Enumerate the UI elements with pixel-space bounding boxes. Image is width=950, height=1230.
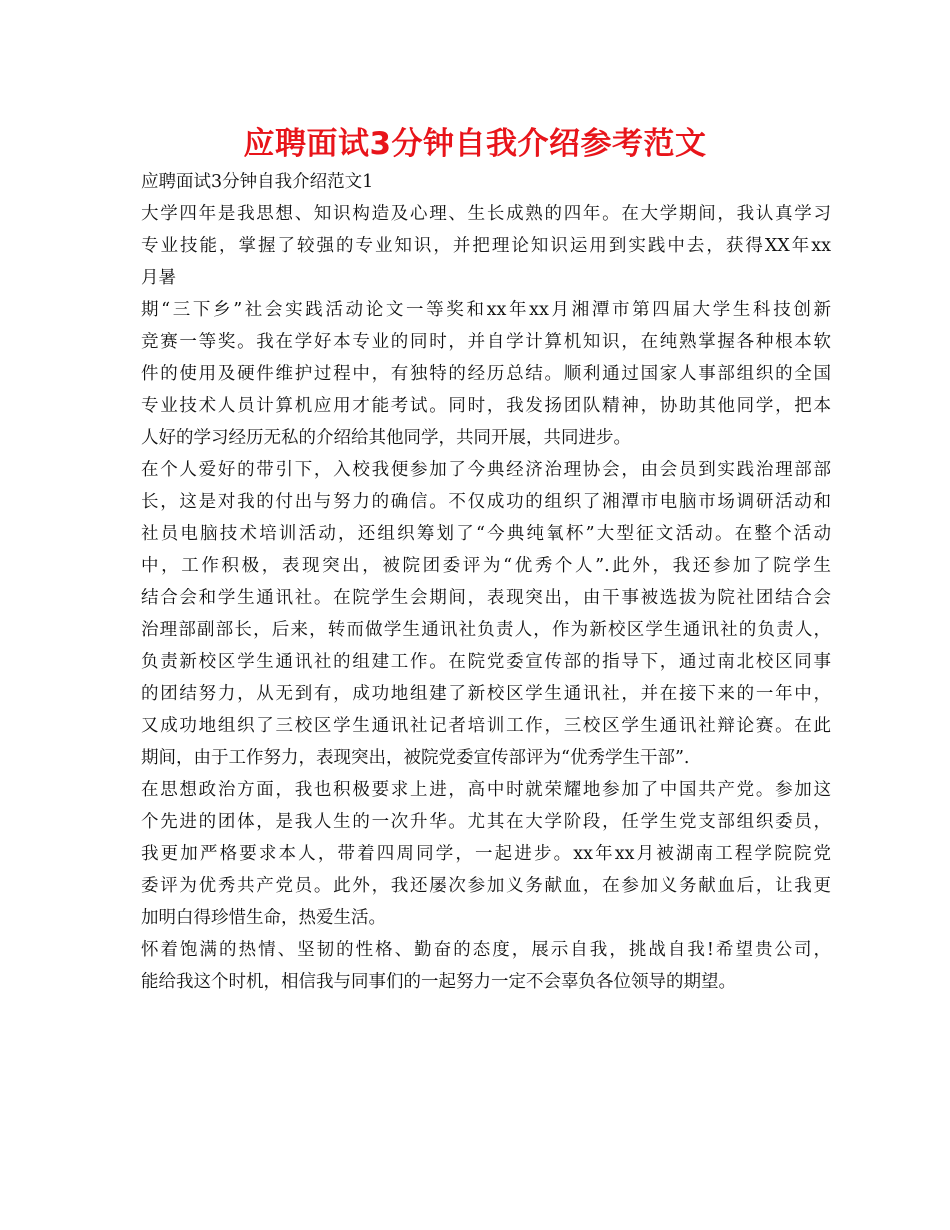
text-line: 专业技能，掌握了较强的专业知识，并把理论知识运用到实践中去，获得XX年xx	[141, 236, 831, 256]
text-line: 中，工作积极，表现突出，被院团委评为“优秀个人”.此外，我还参加了院学生	[141, 556, 831, 576]
text-line: 专业技术人员计算机应用才能考试。同时，我发扬团队精神，协助其他同学，把本	[141, 396, 831, 416]
document-body	[141, 166, 831, 998]
text-line: 大学四年是我思想、知识构造及心理、生长成熟的四年。在大学期间，我认真学习	[141, 204, 831, 224]
text-line: 治理部副部长，后来，转而做学生通讯社负责人，作为新校区学生通讯社的负责人，	[141, 620, 831, 640]
text-line: 社员电脑技术培训活动，还组织筹划了“今典纯氧杯”大型征文活动。在整个活动	[141, 524, 831, 544]
text-line: 在思想政治方面，我也积极要求上进，高中时就荣耀地参加了中国共产党。参加这	[141, 780, 831, 800]
text-line: 个先进的团体，是我人生的一次升华。尤其在大学阶段，任学生党支部组织委员，	[141, 812, 831, 832]
text-line: 结合会和学生通讯社。在院学生会期间，表现突出，由干事被选拔为院社团结合会	[141, 588, 831, 608]
text-line: 委评为优秀共产党员。此外，我还屡次参加义务献血，在参加义务献血后，让我更	[141, 876, 831, 896]
text-line: 件的使用及硬件维护过程中，有独特的经历总结。顺利通过国家人事部组织的全国	[141, 364, 831, 384]
text-line: 能给我这个时机，相信我与同事们的一起努力一定不会辜负各位领导的期望。	[141, 972, 736, 992]
text-line: 负责新校区学生通讯社的组建工作。在院党委宣传部的指导下，通过南北校区同事	[141, 652, 831, 672]
document-title: 应聘面试3分钟自我介绍参考范文	[243, 126, 707, 162]
text-line: 期间，由于工作努力，表现突出，被院党委宣传部评为“优秀学生干部”.	[141, 748, 690, 768]
text-line: 人好的学习经历无私的介绍给其他同学，共同开展，共同进步。	[141, 428, 631, 448]
text-line: 月暑	[141, 268, 176, 288]
text-line: 长，这是对我的付出与努力的确信。不仅成功的组织了湘潭市电脑市场调研活动和	[141, 492, 831, 512]
text-line: 在个人爱好的带引下，入校我便参加了今典经济治理协会，由会员到实践治理部部	[141, 460, 831, 480]
text-line: 竞赛一等奖。我在学好本专业的同时，并自学计算机知识，在纯熟掌握各种根本软	[141, 332, 831, 352]
text-line: 的团结努力，从无到有，成功地组建了新校区学生通讯社，并在接下来的一年中，	[141, 684, 831, 704]
subheading: 应聘面试3分钟自我介绍范文1	[141, 172, 374, 192]
text-line: 又成功地组织了三校区学生通讯社记者培训工作，三校区学生通讯社辩论赛。在此	[141, 716, 831, 736]
text-line: 期“三下乡”社会实践活动论文一等奖和xx年xx月湘潭市第四届大学生科技创新	[141, 300, 831, 320]
text-line: 我更加严格要求本人，带着四周同学，一起进步。xx年xx月被湖南工程学院院党	[141, 844, 831, 864]
text-line: 加明白得珍惜生命，热爱生活。	[141, 908, 386, 928]
text-line: 怀着饱满的热情、坚韧的性格、勤奋的态度，展示自我，挑战自我!希望贵公司，	[141, 940, 831, 960]
